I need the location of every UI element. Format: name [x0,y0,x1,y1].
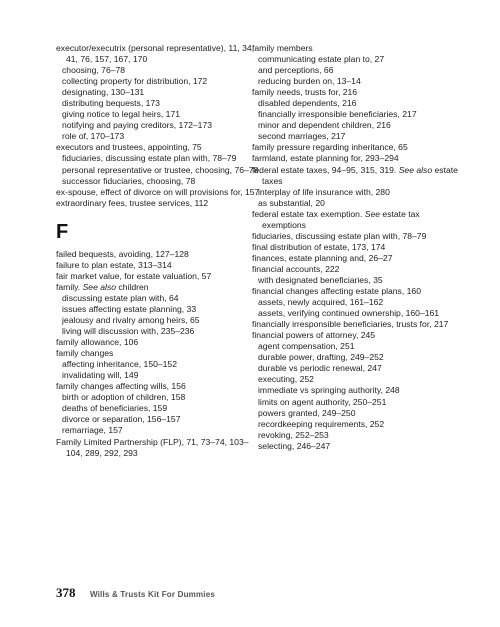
index-column-right [252,43,462,452]
index-entry: family allowance, 106 [56,337,139,348]
index-entry: executor/executrix (personal representative), 11, 34, 41, 76, 157, 167, 170 [56,43,255,65]
index-subentry: powers granted, 249–250 [258,407,356,418]
index-subentry: with designated beneficiaries, 35 [258,274,383,285]
index-subentry: financially irresponsible beneficiaries, 217 [258,109,417,120]
index-subentry: designating, 130–131 [62,87,145,98]
index-entry: fair market value, for estate valuation, 57 [56,270,212,281]
index-entry: family pressure regarding inheritance, 65 [252,142,408,153]
index-entry: failed bequests, avoiding, 127–128 [56,248,189,259]
index-entry: family members [252,43,313,53]
index-subentry: deaths of beneficiaries, 159 [62,403,168,414]
index-subentry: durable power, drafting, 249–252 [258,352,384,363]
index-subentry: personal representative or trustee, choosing, 76–78 [62,164,259,175]
index-subentry: divorce or separation, 156–157 [62,414,181,425]
section-letter-heading: F [56,220,69,243]
index-subentry: living will discussion with, 235–236 [62,326,195,337]
index-entry: financially irresponsible beneficiaries, trusts for, 217 [252,319,449,330]
index-subentry: reducing burden on, 13–14 [258,76,361,87]
index-entry: financial powers of attorney, 245 [252,330,376,341]
index-subentry: second marriages, 217 [258,131,346,142]
page-number: 378 [56,585,76,600]
index-entry: fiduciaries, discussing estate plan with, 78–79 [252,230,427,241]
see-also-label: See also [82,281,117,292]
index-entry: family. See also children [56,281,149,292]
index-entry: Family Limited Partnership (FLP), 71, 73–74, 103–104, 289, 292, 293 [56,436,249,458]
index-entries-f-continued [252,43,462,452]
index-subentry: remarriage, 157 [62,425,123,436]
index-subentry: limits on agent authority, 250–251 [258,396,387,407]
index-entry: farmland, estate planning for, 293–294 [252,153,399,164]
index-subentry: interplay of life insurance with, 280 [258,186,390,197]
index-subentry: role of, 170–173 [62,131,125,142]
index-entries-e [56,43,261,209]
index-subentry: communicating estate plan to, 27 [258,54,385,65]
index-subentry: choosing, 76–78 [62,65,126,76]
index-subentry: invalidating will, 149 [62,370,139,381]
index-subentry: discussing estate plan with, 64 [62,292,179,303]
page-footer [56,584,215,602]
book-title: Wills & Trusts Kit For Dummies [89,590,216,599]
index-entry: ex-spouse, effect of divorce on will provisions for, 157 [56,186,260,197]
index-subentry: notifying and paying creditors, 172–173 [62,120,213,131]
index-subentry: successor fiduciaries, choosing, 78 [62,175,196,186]
index-subentry: agent compensation, 251 [258,341,355,352]
index-entry: extraordinary fees, trustee services, 112 [56,197,209,208]
index-subentry: fiduciaries, discussing estate plan with, 78–79 [62,153,237,164]
index-entry: federal estate tax exemption. See estate tax exemptions [252,208,420,230]
index-subentry: disabled dependents, 216 [258,98,357,109]
index-subentry: distributing bequests, 173 [62,98,160,109]
index-subentry: recordkeeping requirements, 252 [258,418,385,429]
index-subentry: and perceptions, 66 [258,65,334,76]
index-entry: financial accounts, 222 [252,263,340,274]
index-subentry: giving notice to legal heirs, 171 [62,109,181,120]
index-entry: executors and trustees, appointing, 75 [56,142,202,153]
index-entry: financial changes affecting estate plans, 160 [252,286,421,297]
index-subentry: minor and dependent children, 216 [258,120,391,131]
index-entry: family changes affecting wills, 156 [56,381,186,392]
index-subentry: collecting property for distribution, 172 [62,76,208,87]
index-entry: failure to plan estate, 313–314 [56,259,172,270]
index-subentry: revoking, 252–253 [258,429,329,440]
index-subentry: as substantial, 20 [258,197,325,208]
index-subentry: immediate vs springing authority, 248 [258,385,400,396]
index-entry: final distribution of estate, 173, 174 [252,241,386,252]
index-subentry: assets, verifying continued ownership, 160–161 [258,308,440,319]
index-entry: finances, estate planning and, 26–27 [252,252,393,263]
index-subentry: issues affecting estate planning, 33 [62,303,197,314]
index-subentry: executing, 252 [258,374,314,385]
index-subentry: assets, newly acquired, 161–162 [258,297,384,308]
index-column-left [56,43,261,459]
index-subentry: jealousy and rivalry among heirs, 65 [62,314,200,325]
see-also-label: See also [398,164,433,175]
index-subentry: birth or adoption of children, 158 [62,392,186,403]
index-entry: federal estate taxes, 94–95, 315, 319. See also estate taxes [252,164,458,186]
index-entry: family needs, trusts for, 216 [252,87,358,98]
index-entry: family changes [56,348,114,359]
index-subentry: durable vs periodic renewal, 247 [258,363,382,374]
see-also-label: See [364,208,381,219]
index-entries-f [56,249,261,459]
index-subentry: selecting, 246–247 [258,440,331,451]
index-subentry: affecting inheritance, 150–152 [62,359,177,370]
